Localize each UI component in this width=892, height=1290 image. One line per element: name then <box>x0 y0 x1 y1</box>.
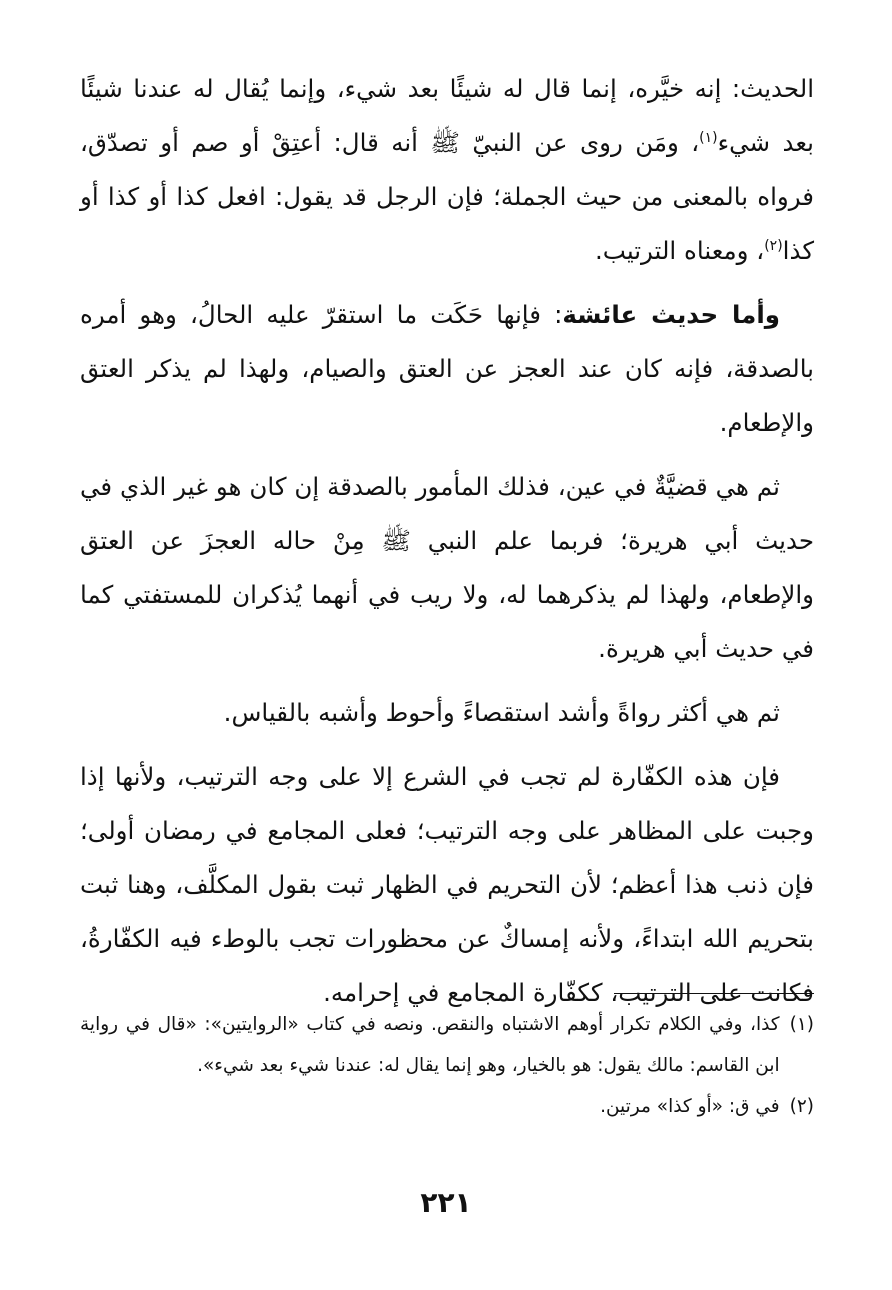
paragraph-1-text-b: ، ومَن روى عن النبيّ ﷺ أنه قال: أعتِقْ أو صم أو تصدّق، فرواه بالمعنى من حيث الجملة؛ فإن الرجل قد يقول: افعل كذا أو كذا أو كذا <box>80 128 814 265</box>
footnote-2-text: في ق: «أو كذا» مرتين. <box>600 1096 780 1117</box>
footnote-1 <box>80 1004 814 1086</box>
footnotes <box>80 1004 814 1127</box>
footnote-separator <box>614 993 814 994</box>
page-number: ٢٢١ <box>420 1186 472 1219</box>
footnote-1-text: كذا، وفي الكلام تكرار أوهم الاشتباه والنقص. ونصه في كتاب «الروايتين»: «قال في رواية ابن القاسم: مالك يقول: هو بالخيار، وهو إنما يقال له: عندنا شيء بعد شيء». <box>80 1014 780 1076</box>
paragraph-1-text: الحديث: إنه خيَّره، إنما قال له شيئًا بعد شيء، وإنما يُقال له عندنا شيئًا بعد شيء <box>80 74 814 157</box>
footnote-2 <box>80 1086 814 1127</box>
paragraph-5: فإن هذه الكفّارة لم تجب في الشرع إلا على وجه الترتيب، ولأنها إذا وجبت على المظاهر على وجه الترتيب؛ فعلى المجامع في رمضان أولى؛ فإن ذنب هذا أعظم؛ لأن التحريم في الظهار ثبت بقول المكلَّف، وهنا ثبت بتحريم الله ابتداءً، ولأنه إمساكٌ عن محظورات تجب بالوطء فيه الكفّارةُ، فكانت على الترتيب، ككفّارة المجامع في إحرامه. <box>80 762 814 1007</box>
paragraph-3: ثم هي قضيَّةٌ في عين، فذلك المأمور بالصدقة إن كان هو غير الذي في حديث أبي هريرة؛ فربما علم النبي ﷺ مِنْ حاله العجزَ عن العتق والإطعام، ولهذا لم يذكرهما له، ولا ريب في أنهما يُذكران للمستفتي كما في حديث أبي هريرة. <box>80 472 814 663</box>
paragraph-2 <box>80 288 814 450</box>
footnote-1-number: (١) <box>789 1014 814 1035</box>
footnote-2-number: (٢) <box>789 1096 814 1117</box>
paragraph-4: ثم هي أكثر رواةً وأشد استقصاءً وأحوط وأشبه بالقياس. <box>223 698 780 727</box>
footnote-ref-1[interactable]: (١) <box>699 129 718 146</box>
paragraph-1 <box>80 62 814 278</box>
footnote-ref-2[interactable]: (٢) <box>764 237 783 254</box>
paragraph-1-text-c: ، ومعناه الترتيب. <box>594 236 765 265</box>
paragraph-2-text: : فإنها حَكَت ما استقرّ عليه الحالُ، وهو أمره بالصدقة، فإنه كان عند العجز عن العتق والصيام، ولهذا لم يذكر العتق والإطعام. <box>80 300 814 437</box>
main-text <box>80 62 814 1020</box>
paragraph-2-lead: وأما حديث عائشة <box>562 300 780 329</box>
